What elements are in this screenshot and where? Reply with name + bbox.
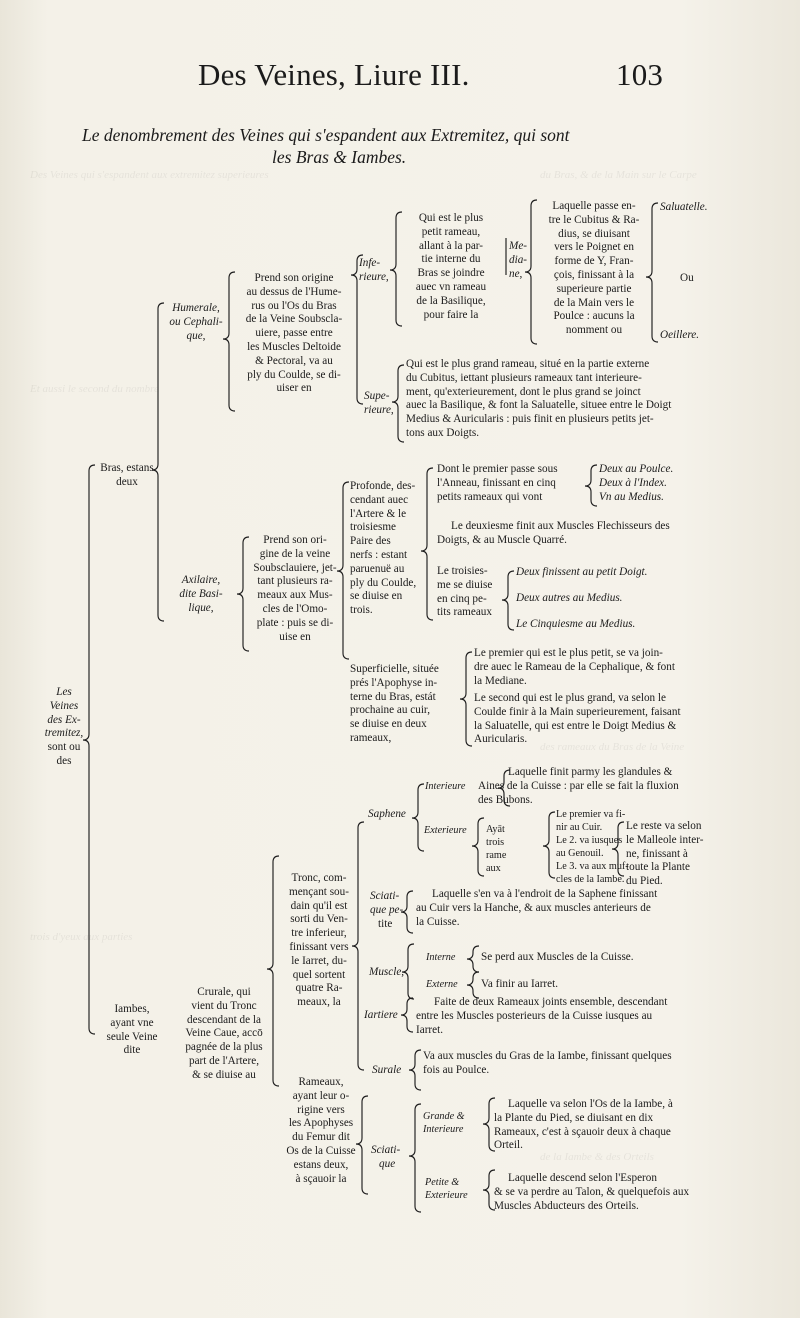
profonde-third-targets: Deux finissent au petit Doigt. Deux autres au Medius. Le Cinquiesme au Medius. [516,566,648,630]
superieure-text: Qui est le plus grand rameau, situé en la partie externe du Cubitus, iettant plusieurs rameaux tant interieure- ment, qu'exterieurement, dont le plus grand se joinct auec la Basilique, & font la Saluatelle, situee entre le Doigt Medius & Auricularis : puis finit en plusieurs petits jet- tons aux Doigts. [406,358,672,439]
superficielle-first: Le premier qui est le plus petit, se va join- dre auec le Rameau de la Cephalique, & font la Mediane. [474,647,675,687]
muscle-interne-label: Interne [426,952,456,963]
saphene-interieure-text: Laquelle finit parmy les glandules & Aines de la Cuisse : par elle se fait la fluxion des Bubons. [478,766,679,806]
muscle-interne-text: Se perd aux Muscles de la Cuisse. [481,951,634,963]
running-title: Des Veines, Liure III. [198,57,470,92]
rameaux-text: Rameaux, ayant leur o- rigine vers les Apophyses du Femur dit Os de la Cuisse estans deux, à sçauoir la [286,1076,356,1185]
surale-text: Va aux muscles du Gras de la Iambe, finissant quelques fois au Poulce. [423,1050,672,1076]
profonde-first: Dont le premier passe sous l'Anneau, finissant en cinq petits rameaux qui vont [437,463,558,503]
inferieure-text: Qui est le plus petit rameau, allant à la par- tie interne du Bras se joindre auec vn rameau de la Basilique, pour faire la [415,212,487,321]
saphene-reste: Le reste va selon le Malleole inter- ne, finissant à toute la Plante du Pied. [626,820,704,888]
superficielle-label: Superficielle, située prés l'Apophyse in- terne du Bras, estát prochaine au cuir, se diuise en deux rameaux, [350,663,439,744]
saphene-ayant: Ayāt trois rame aux [486,824,507,874]
surale-label: Surale [372,1064,402,1076]
page-number: 103 [616,57,664,92]
superieure-label: Supe- rieure, [364,390,394,416]
profonde-first-targets: Deux au Poulce. Deux à l'Index. Vn au Medius. [599,463,674,503]
sciatique-grande-label: Grande & Interieure [423,1111,465,1135]
tronc-text: Tronc, com- mençant sou- dain qu'il est sorti du Ven- tre inferieur, finissant vers le Iarret, du- quel sortent quatre Ra- meaux, la [289,872,349,1009]
muscle-externe-text: Va finir au Iarret. [481,978,559,990]
saphene-interieure-label: Interieure [425,781,466,792]
book-page: Des Veines qui s'espandent aux extremitez superieures du Bras, & de la Main sur le Carpe Et aussi le second du nombre des rameaux du Bras de la Veine trois d'yeux aux parties de la Iambe & des Orteils Des Veines, Liure III. 103 Le denombrement des Veines qui s'espandent aux Extremitez, qui sont les Bras & Iambes. Les Veines des Ex- tremitez, sont ou des Bras, estans deux Humerale, ou Cephali- que, Prend son origine au dessus de l'Hume- rus ou l'Os du Bras de la Veine Soubscla- uiere, passe entre les Muscles Deltoide & Pectoral, va au ply du Coulde, se di- uiser en Infe- rieure, Qui est le plus petit rameau, allant à la par- tie interne du Bras se joindre auec vn rameau de la Basilique, pour faire la Me- dia- ne, Laquelle passe en- tre le Cubitus & Ra- dius, se diuisant vers le Poignet en forme de Y, Fran- çois, finissant à la superieure partie de la Main vers le Poulce : aucuns la nomment ou Saluatelle. Ou Oeillere. Supe- rieure, Qui est le plus grand rameau, situé en la partie externe du Cubitus, iettant plusieurs rameaux tant interieure- ment, qu'exterieurement, dont le plus grand se joinct auec la Basilique, & font la Saluatelle, situee entre le Doigt Medius & Auricularis : puis finit en plusieurs petits jet- tons aux Doigts. Axilaire, dite Basi- lique, Prend son ori- gine de la veine Soubsclauiere, jet- tant plusieurs ra- meaux aux Mus- cles de l'Omo- plate : puis se di- uise en Profonde, des- cendant auec l'Artere & le troisiesme Paire des nerfs : estant paruenuë au ply du Coulde, se diuise en trois. Dont le premier passe sous l'Anneau, finissant en cinq petits rameaux qui vont Deux au Poulce. Deux à l'Index. Vn au Medius. Le deuxiesme finit aux Muscles Flechisseurs des Doigts, & au Muscle Quarré. Le troisies- me se diuise en cinq pe- tits rameaux Deux finissent au petit Doigt. Deux autres au Medius. Le Cinquiesme au Medius. Superficielle, située prés l'Apophyse in- terne du Bras, estát prochaine au cuir, se diuise en deux rameaux, Le premier qui est le plus petit, se va join- dre auec le Rameau de la Cephalique, & font la Mediane. Le second qui est le plus grand, va selon le Coulde finir à la Main superieurement, faisant la Saluatelle, qui est entre le Doigt Medius & Auricularis. Iambes, ayant vne seule Veine dite Crurale, qui vient du Tronc descendant de la Veine Caue, accō pagnée de la plus part de l'Artere, & se diuise au Tronc, com- mençant sou- dain qu'il est sorti du Ven- tre inferieur, finissant vers le Iarret, du- quel sortent quatre Ra- meaux, la Saphene Interieure Laquelle finit parmy les glandules & Aines de la Cuisse : par elle se fait la fluxion des Bubons. Exterieure Ayāt trois rame aux Le premier va fi- nir au Cuir. Le 2. va iusques au Genouil. Le 3. va aux muf- cles de la Iambe. Le reste va selon le Malleole inter- ne, finissant à toute la Plante du Pied. Sciati- que pe- tite Laquelle s'en va à l'endroit de la Saphene finissant au Cuir vers la Hanche, & aux muscles anterieurs de la Cuisse. Muscle, Interne Se perd aux Muscles de la Cuisse. Externe Va finir au Iarret. Iartiere Faite de deux Rameaux joints ensemble, descendant entre les Muscles posterieurs de la Cuisse iusques au Iarret. Rameaux, ayant leur o- rigine vers les Apophyses du Femur dit Os de la Cuisse estans deux, à sçauoir la Surale Va aux muscles du Gras de la Iambe, finissant quelques fois au Poulce. Sciati- que Grande & Interieure Laquelle va selon l'Os de la Iambe, à la Plante du Pied, se diuisant en dix Rameaux, c'est à sçauoir deux à chaque Orteil. Petite & Exterieure Laquelle descend selon l'Esperon & se va perdre au Talon, & quelquefois aux Muscles Abducteurs des Orteils. [0,0,800,1318]
oeillere-label: Oeillere. [660,329,700,341]
superficielle-second: Le second qui est le plus grand, va selon le Coulde finir à la Main superieurement, faisant la Saluatelle, qui est entre le Doigt Medius & Auricularis. [474,692,681,746]
inferieure-label: Infe- rieure, [359,257,389,283]
axillaire-label: Axilaire, dite Basi- lique, [179,574,223,614]
iartiere-text: Faite de deux Rameaux joints ensemble, descendant entre les Muscles posterieurs de la Cuisse iusques au Iarret. [416,996,668,1036]
mediane-passage: Laquelle passe en- tre le Cubitus & Ra- dius, se diuisant vers le Poignet en forme de Y, Fran- çois, finissant à la superieure partie de la Main vers le Poulce : aucuns la nomment ou [548,200,640,337]
saphene-label: Saphene [368,808,406,820]
saphene-exterieure-label: Exterieure [424,825,467,836]
humerale-label: Humerale, ou Cephali- que, [169,302,223,342]
sciatique-label: Sciati- que [371,1144,401,1170]
table-title-line-2: les Bras & Iambes. [272,147,407,167]
profonde-label: Profonde, des- cendant auec l'Artere & le troisiesme Paire des nerfs : estant paruenuë au ply du Coulde, se diuise en trois. [350,480,417,617]
root-label: Les Veines des Ex- tremitez, sont ou des [44,686,84,767]
profonde-second: Le deuxiesme finit aux Muscles Flechisseurs des Doigts, & au Muscle Quarré. [437,520,670,546]
crurale-text: Crurale, qui vient du Tronc descendant de la Veine Caue, accō pagnée de la plus part de l'Artere, & se diuise au [185,986,263,1081]
profonde-third: Le troisies- me se diuise en cinq pe- tits rameaux [437,565,493,619]
muscle-externe-label: Externe [426,979,458,990]
sciatique-petite-ext-text: Laquelle descend selon l'Esperon & se va perdre au Talon, & quelquefois aux Muscles Abducteurs des Orteils. [494,1172,690,1212]
sciatique-petite-label: Sciati- que pe- tite [370,890,404,930]
bras-label: Bras, estans deux [100,462,154,488]
sciatique-petite-text: Laquelle s'en va à l'endroit de la Saphene finissant au Cuir vers la Hanche, & aux muscles anterieurs de la Cuisse. [416,888,658,928]
table-title-line-1: Le denombrement des Veines qui s'espandent aux Extremitez, qui sont [82,125,570,145]
mediane-label: Me- dia- ne, [509,240,528,280]
humerale-origin: Prend son origine au dessus de l'Hume- rus ou l'Os du Bras de la Veine Soubscla- uiere, passe entre les Muscles Deltoide & Pectoral, va au ply du Coulde, se di- uiser en [245,272,343,395]
sciatique-grande-text: Laquelle va selon l'Os de la Iambe, à la Plante du Pied, se diuisant en dix Rameaux, c'est à sçauoir deux à chaque Orteil. [494,1098,673,1152]
iambes-label: Iambes, ayant vne seule Veine dite [106,1003,158,1057]
muscle-label: Muscle, [369,966,405,978]
sciatique-petite-ext-label: Petite & Exterieure [425,1177,468,1201]
iartiere-label: Iartiere [364,1009,398,1021]
axillaire-origin: Prend son ori- gine de la veine Soubsclauiere, jet- tant plusieurs ra- meaux aux Mus- cles de l'Omo- plate : puis se di- uise en [253,534,337,643]
salvatelle-label: Saluatelle. [660,201,708,213]
saphene-branches: Le premier va fi- nir au Cuir. Le 2. va iusques au Genouil. Le 3. va aux muf- cles de la Iambe. [556,809,629,885]
ou-label: Ou [680,272,694,284]
